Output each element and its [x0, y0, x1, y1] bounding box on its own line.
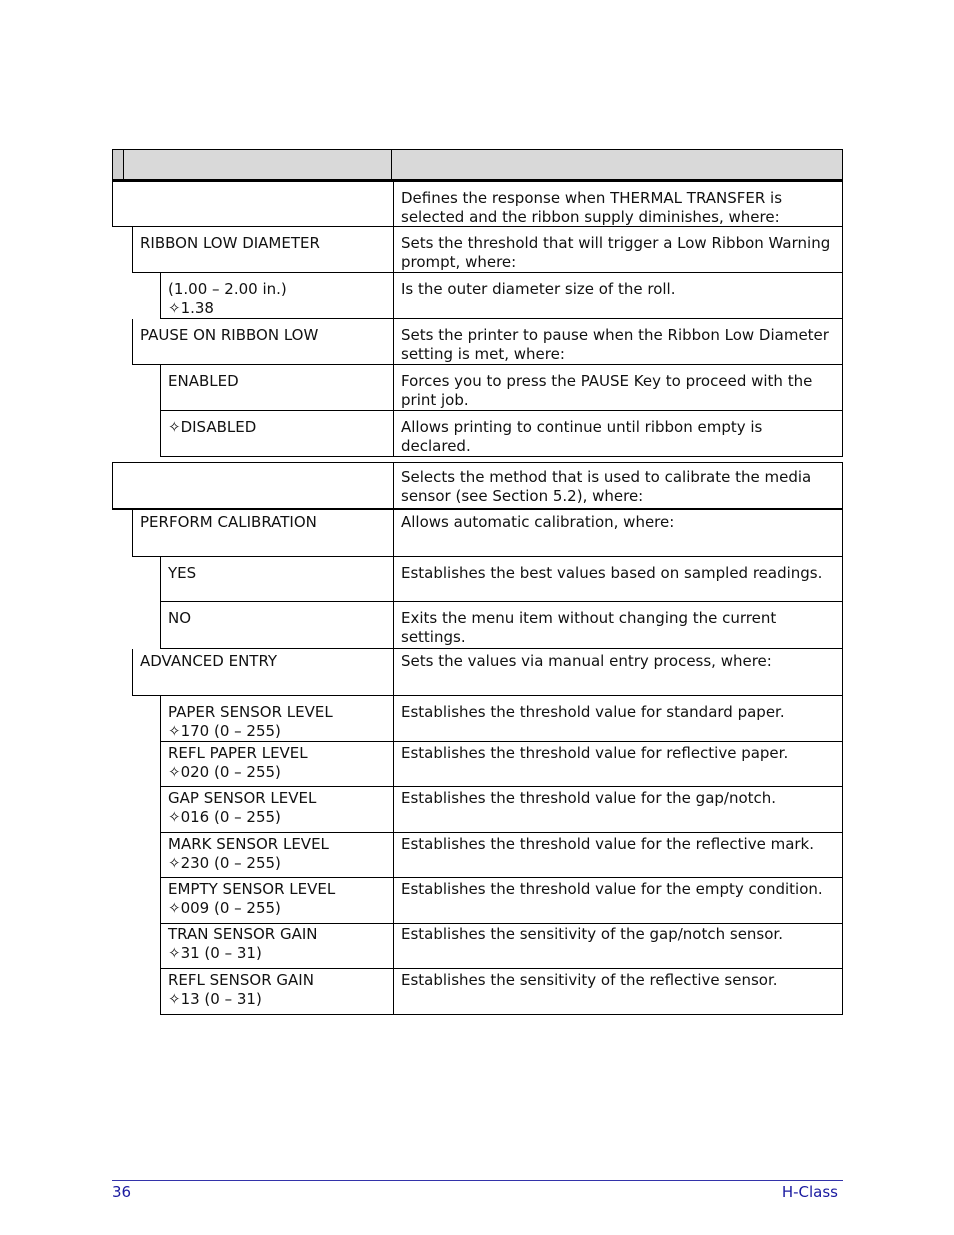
table-row: [132, 510, 843, 557]
table-row: [160, 696, 843, 742]
table-header: [112, 149, 843, 180]
table-row: [160, 411, 843, 457]
menu-item-term: NO: [168, 609, 192, 627]
menu-item-description: Forces you to press the PAUSE Key to proceed with the print job.: [401, 372, 813, 409]
footer-rule: [112, 1180, 843, 1181]
menu-item-term: ENABLED: [168, 372, 239, 390]
table-row: [160, 273, 843, 319]
menu-item-term: TRAN SENSOR GAIN ✧31 (0 – 31): [168, 925, 318, 962]
menu-item-term: ✧DISABLED: [168, 418, 257, 436]
menu-item-description: Establishes the threshold value for the empty condition.: [401, 880, 823, 898]
menu-item-term: REFL PAPER LEVEL ✧020 (0 – 255): [168, 744, 308, 781]
menu-item-description: Allows automatic calibration, where:: [401, 513, 675, 531]
menu-item-description: Establishes the threshold value for standard paper.: [401, 703, 785, 721]
menu-item-description: Establishes the threshold value for reflective paper.: [401, 744, 789, 762]
menu-item-description: Allows printing to continue until ribbon empty is declared.: [401, 418, 763, 455]
menu-item-description: Sets the values via manual entry process, where:: [401, 652, 772, 670]
header-cell-menu-item: [123, 150, 392, 179]
menu-item-description: Exits the menu item without changing the current settings.: [401, 609, 777, 646]
menu-item-term: (1.00 – 2.00 in.) ✧1.38: [168, 280, 287, 317]
section-term-cell: [113, 463, 394, 508]
menu-item-term: ADVANCED ENTRY: [140, 652, 278, 670]
menu-item-term: EMPTY SENSOR LEVEL ✧009 (0 – 255): [168, 880, 336, 917]
menu-item-term: GAP SENSOR LEVEL ✧016 (0 – 255): [168, 789, 317, 826]
section-description: Defines the response when THERMAL TRANSFER is selected and the ribbon supply diminishes, where:: [401, 189, 783, 226]
page-number: 36: [112, 1183, 132, 1201]
table-row: [160, 924, 843, 969]
menu-item-term: RIBBON LOW DIAMETER: [140, 234, 320, 252]
section-term-cell: [113, 182, 394, 226]
menu-item-description: Establishes the best values based on sampled readings.: [401, 564, 823, 582]
table-row: [132, 319, 843, 365]
menu-item-term: PAPER SENSOR LEVEL ✧170 (0 – 255): [168, 703, 333, 740]
menu-item-term: YES: [168, 564, 197, 582]
table-row: [160, 742, 843, 787]
menu-item-description: Establishes the sensitivity of the reflective sensor.: [401, 971, 778, 989]
menu-item-term: PAUSE ON RIBBON LOW: [140, 326, 319, 344]
section-description: Selects the method that is used to calibrate the media sensor (see Section 5.2), where:: [401, 468, 812, 505]
table-row: [160, 969, 843, 1015]
menu-item-description: Establishes the threshold value for the gap/notch.: [401, 789, 777, 807]
menu-item-term: PERFORM CALIBRATION: [140, 513, 317, 531]
menu-item-description: Sets the threshold that will trigger a Low Ribbon Warning prompt, where:: [401, 234, 831, 271]
menu-item-term: REFL SENSOR GAIN ✧13 (0 – 31): [168, 971, 314, 1008]
menu-item-term: MARK SENSOR LEVEL ✧230 (0 – 255): [168, 835, 329, 872]
section-ribbon-low: [112, 182, 843, 227]
header-cell-explanation: [392, 150, 842, 179]
product-name: H-Class: [781, 1183, 838, 1201]
table-row: [160, 557, 843, 602]
table-row: [132, 649, 843, 696]
table-row: [160, 833, 843, 878]
table-row: [160, 602, 843, 649]
table-row: [132, 227, 843, 273]
table-row: [160, 787, 843, 833]
section-sensor-calibration: [112, 462, 843, 510]
menu-item-description: Establishes the threshold value for the reflective mark.: [401, 835, 815, 853]
menu-item-description: Establishes the sensitivity of the gap/notch sensor.: [401, 925, 783, 943]
menu-item-description: Is the outer diameter size of the roll.: [401, 280, 676, 298]
table-row: [160, 365, 843, 411]
menu-item-description: Sets the printer to pause when the Ribbon Low Diameter setting is met, where:: [401, 326, 829, 363]
table-row: [160, 878, 843, 924]
